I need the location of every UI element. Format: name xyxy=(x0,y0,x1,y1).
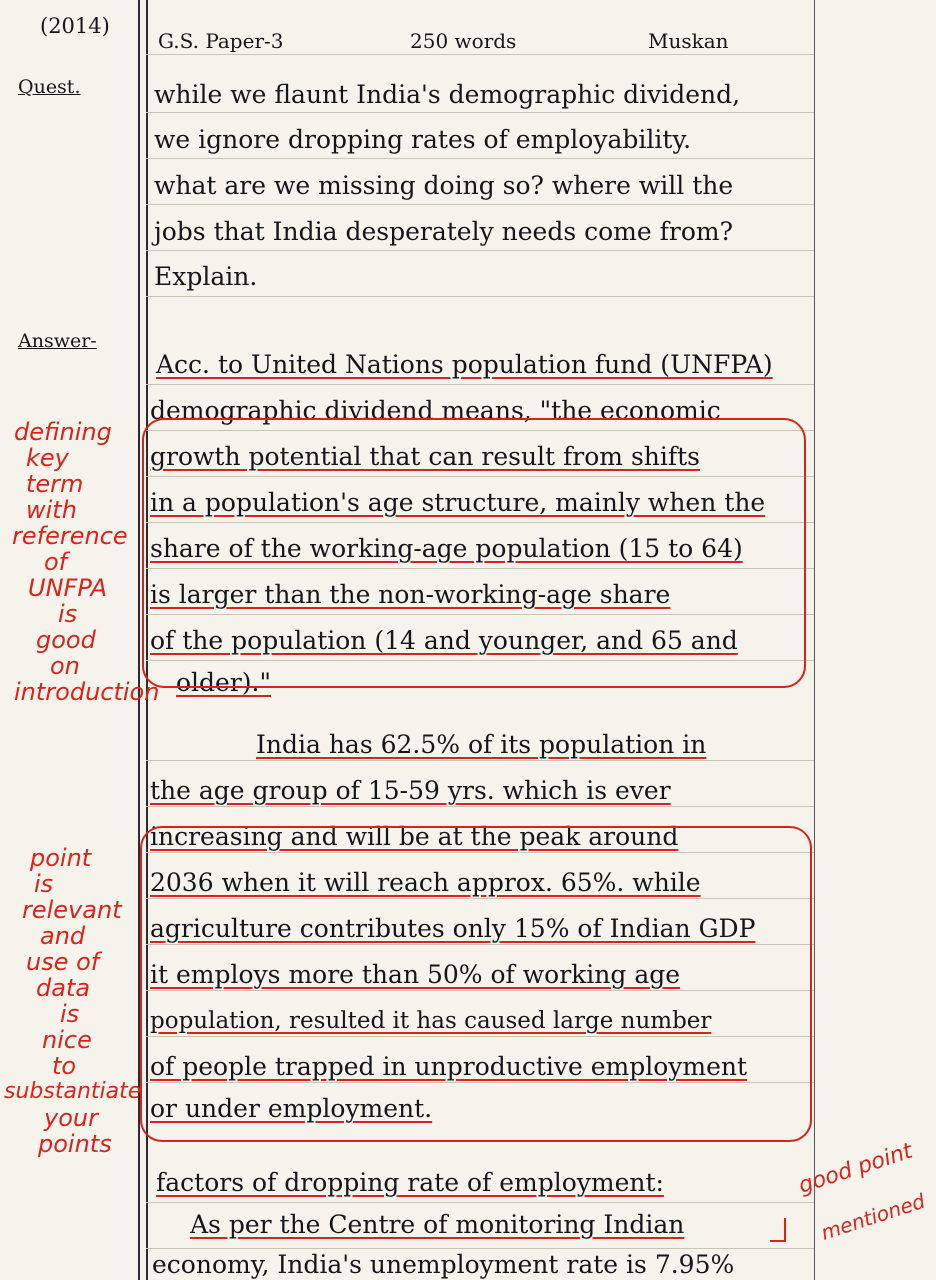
ruled-line xyxy=(146,296,814,297)
evaluator-remark: is xyxy=(60,1000,80,1028)
evaluator-remark: mentioned xyxy=(818,1188,928,1245)
evaluator-remark: good point xyxy=(795,1138,916,1199)
answer-line: older)." xyxy=(176,668,271,697)
question-line: while we flaunt India's demographic dividend, xyxy=(154,80,741,109)
subheading: factors of dropping rate of employment: xyxy=(156,1168,664,1197)
evaluator-remark: point xyxy=(30,844,92,872)
question-line: Explain. xyxy=(154,262,258,291)
answer-line: in a population's age structure, mainly when the xyxy=(150,488,766,517)
answer-label: Answer- xyxy=(18,330,97,352)
answer-line: the age group of 15-59 yrs. which is ever xyxy=(150,776,671,805)
evaluator-highlight-box xyxy=(142,418,806,688)
question-line: what are we missing doing so? where will the xyxy=(154,171,734,200)
word-limit: 250 words xyxy=(410,29,517,53)
evaluator-remark: introduction xyxy=(14,678,160,706)
evaluator-remark: substantiate xyxy=(4,1079,142,1104)
evaluator-remark: is xyxy=(34,870,54,898)
answer-line: 2036 when it will reach approx. 65%. while xyxy=(150,868,701,897)
ruled-line xyxy=(146,1202,814,1203)
evaluator-remark: with xyxy=(26,496,77,524)
evaluator-remark: and xyxy=(40,922,86,950)
evaluator-remark: reference xyxy=(12,522,128,550)
evaluator-remark: is xyxy=(58,600,78,628)
evaluator-remark: key xyxy=(26,444,69,472)
evaluator-remark: defining xyxy=(14,418,112,446)
evaluator-remark: data xyxy=(36,974,91,1002)
ruled-line xyxy=(146,112,814,113)
evaluator-remark: relevant xyxy=(22,896,122,924)
answer-line: is larger than the non-working-age share xyxy=(150,580,671,609)
answer-line: demographic dividend means, "the economic xyxy=(150,396,721,425)
answer-line: growth potential that can result from shifts xyxy=(150,442,701,471)
ruled-line xyxy=(146,250,814,251)
evaluator-remark: of xyxy=(44,548,68,576)
answer-line: share of the working-age population (15 to 64) xyxy=(150,534,743,563)
question-line: jobs that India desperately needs come from? xyxy=(154,217,733,246)
answer-line: or under employment. xyxy=(150,1094,433,1123)
answer-line: Acc. to United Nations population fund (UNFPA) xyxy=(156,350,773,379)
paper-title: G.S. Paper-3 xyxy=(158,29,284,53)
ruled-line xyxy=(146,760,814,761)
answer-line: increasing and will be at the peak around xyxy=(150,822,679,851)
evaluator-remark: term xyxy=(26,470,84,498)
author-name: Muskan xyxy=(648,29,729,53)
ruled-line xyxy=(146,384,814,385)
ruled-line xyxy=(146,158,814,159)
answer-line: As per the Centre of monitoring Indian xyxy=(190,1210,685,1239)
answer-line: population, resulted it has caused large number xyxy=(150,1008,712,1034)
answer-line: of people trapped in unproductive employment xyxy=(150,1052,748,1081)
year-label: (2014) xyxy=(40,14,110,38)
evaluator-highlight-box xyxy=(140,826,812,1142)
ruled-line xyxy=(146,1248,814,1249)
ruled-line xyxy=(146,204,814,205)
evaluator-remark: points xyxy=(38,1130,112,1158)
evaluator-remark: UNFPA xyxy=(28,574,108,602)
answer-line: India has 62.5% of its population in xyxy=(256,730,707,759)
question-label: Quest. xyxy=(18,76,81,98)
evaluator-remark: good xyxy=(36,626,96,654)
evaluator-remark: on xyxy=(50,652,80,680)
answer-line: it employs more than 50% of working age xyxy=(150,960,681,989)
evaluator-bracket xyxy=(770,1218,786,1242)
evaluator-remark: use of xyxy=(26,948,100,976)
question-line: we ignore dropping rates of employability. xyxy=(154,125,692,154)
answer-line: of the population (14 and younger, and 65 and xyxy=(150,626,738,655)
evaluator-remark: to xyxy=(52,1052,77,1080)
ruled-line xyxy=(146,806,814,807)
evaluator-remark: your xyxy=(44,1104,98,1132)
margin-line-right xyxy=(814,0,815,1280)
evaluator-remark: nice xyxy=(42,1026,92,1054)
answer-line: agriculture contributes only 15% of Indian GDP xyxy=(150,914,756,943)
answer-line: economy, India's unemployment rate is 7.95% xyxy=(152,1250,735,1279)
